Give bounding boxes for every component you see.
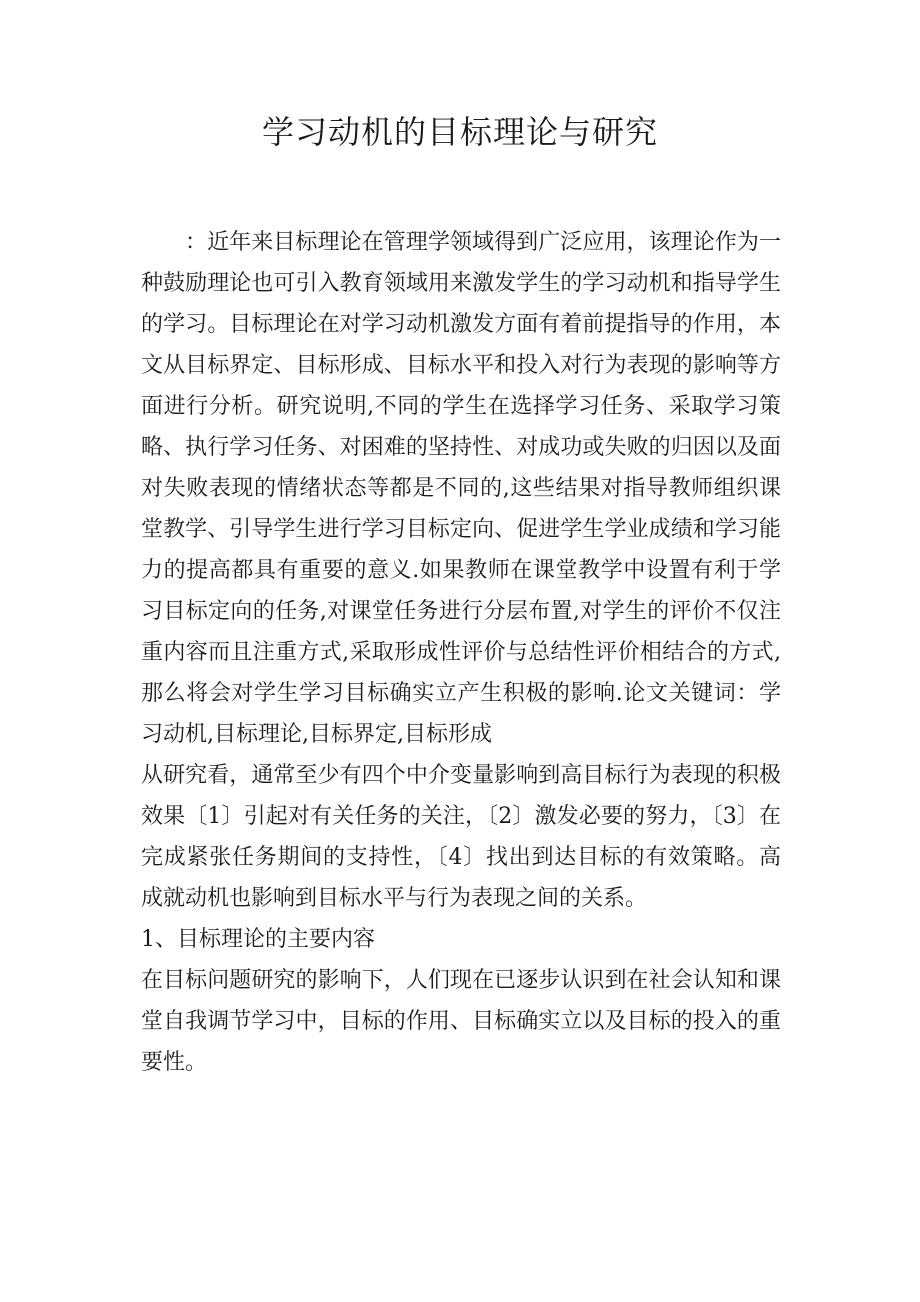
page-title: 学习动机的目标理论与研究	[261, 113, 658, 151]
abstract-paragraph: ：近年来目标理论在管理学领域得到广泛应用，该理论作为一种鼓励理论也可引入教育领域用来激发学生的学习动机和指导学生的学习。目标理论在对学习动机激发方面有着前提指导的作用，本文从目标界定、目标形成、目标水平和投入对行为表现的影响等方面进行分析。研究说明,不同的学生在选择学习任务、采取学习策略、执行学习任务、对困难的坚持性、对成功或失败的归因以及面对失败表现的情绪状态等都是不同的,这些结果对指导教师组织课堂教学、引导学生进行学习目标定向、促进学生学业成绩和学习能力的提高都具有重要的意义.如果教师在课堂教学中设置有利于学习目标定向的任务,对课堂任务进行分层布置,对学生的评价不仅注重内容而且注重方式,采取形成性评价与总结性评价相结合的方式,那么将会对学生学习目标确实立产生积极的影响.论文关键词：学习动机,目标理论,目标界定,目标形成	[141, 230, 781, 747]
document-body	[141, 222, 781, 1083]
body-paragraph: 从研究看，通常至少有四个中介变量影响到高目标行为表现的积极效果〔1〕引起对有关任务的关注，〔2〕激发必要的努力，〔3〕在完成紧张任务期间的支持性，〔4〕找出到达目标的有效策略。高成就动机也影响到目标水平与行为表现之间的关系。	[141, 763, 781, 911]
section-heading: 1、目标理论的主要内容	[141, 927, 375, 952]
body-paragraph: 在目标问题研究的影响下，人们现在已逐步认识到在社会认知和课堂自我调节学习中，目标的作用、目标确实立以及目标的投入的重要性。	[141, 968, 781, 1075]
